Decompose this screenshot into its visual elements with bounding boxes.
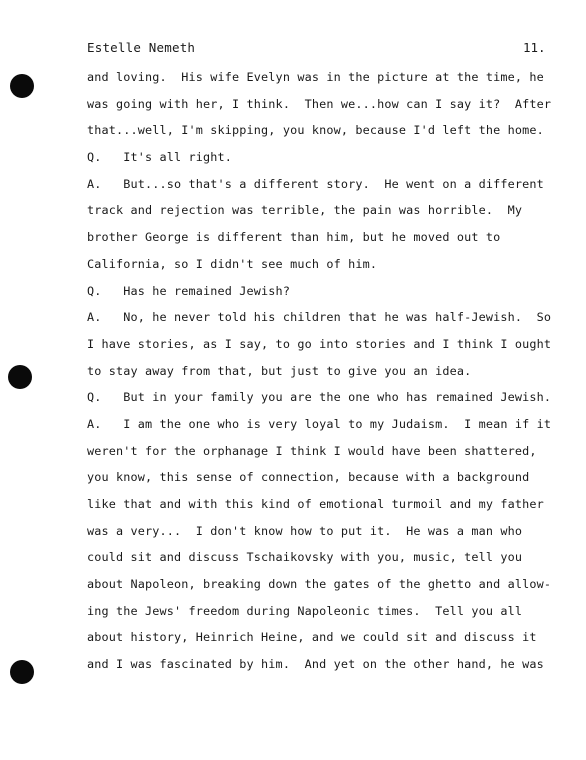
text-line: about Napoleon, breaking down the gates of the ghetto and allow- xyxy=(87,577,552,592)
text-line: ing the Jews' freedom during Napoleonic times. Tell you all xyxy=(87,603,523,618)
text-line: could sit and discuss Tschaikovsky with you, music, tell you xyxy=(87,550,523,565)
text-line: and I was fascinated by him. And yet on the other hand, he was xyxy=(87,657,544,672)
text-line: Q. Has he remained Jewish? xyxy=(87,283,291,298)
text-line: track and rejection was terrible, the pain was horrible. My xyxy=(87,203,523,218)
text-line: A. I am the one who is very loyal to my Judaism. I mean if it xyxy=(87,416,552,431)
text-line: I have stories, as I say, to go into stories and I think I ought xyxy=(87,336,552,351)
text-line: that...well, I'm skipping, you know, because I'd left the home. xyxy=(87,123,544,138)
text-line: A. But...so that's a different story. He went on a different xyxy=(87,176,544,191)
text-line: A. No, he never told his children that he was half-Jewish. So xyxy=(87,310,552,325)
binder-hole-top xyxy=(10,74,34,98)
text-line: Q. But in your family you are the one who has remained Jewish. xyxy=(87,390,552,405)
text-line: Q. It's all right. xyxy=(87,150,233,165)
text-line: like that and with this kind of emotional turmoil and my father xyxy=(87,497,544,511)
text-line: and loving. His wife Evelyn was in the picture at the time, he xyxy=(87,70,544,84)
text-line: was a very... I don't know how to put it. He was a man who xyxy=(87,523,523,538)
text-line: to stay away from that, but just to give you an idea. xyxy=(87,363,472,378)
text-line: California, so I didn't see much of him. xyxy=(87,256,378,271)
text-line: weren't for the orphanage I think I would have been shattered, xyxy=(87,443,537,458)
text-line: brother George is different than him, but he moved out to xyxy=(87,230,501,245)
text-line: was going with her, I think. Then we...how can I say it? After xyxy=(87,96,552,111)
text-line: you know, this sense of connection, because with a background xyxy=(87,470,530,485)
text-line: about history, Heinrich Heine, and we could sit and discuss it xyxy=(87,630,537,645)
header-interviewee-name: Estelle Nemeth xyxy=(87,40,196,55)
binder-hole-middle xyxy=(8,365,32,389)
page-number: 11. xyxy=(523,40,546,55)
binder-hole-bottom xyxy=(10,660,34,684)
transcript-body xyxy=(87,68,557,682)
